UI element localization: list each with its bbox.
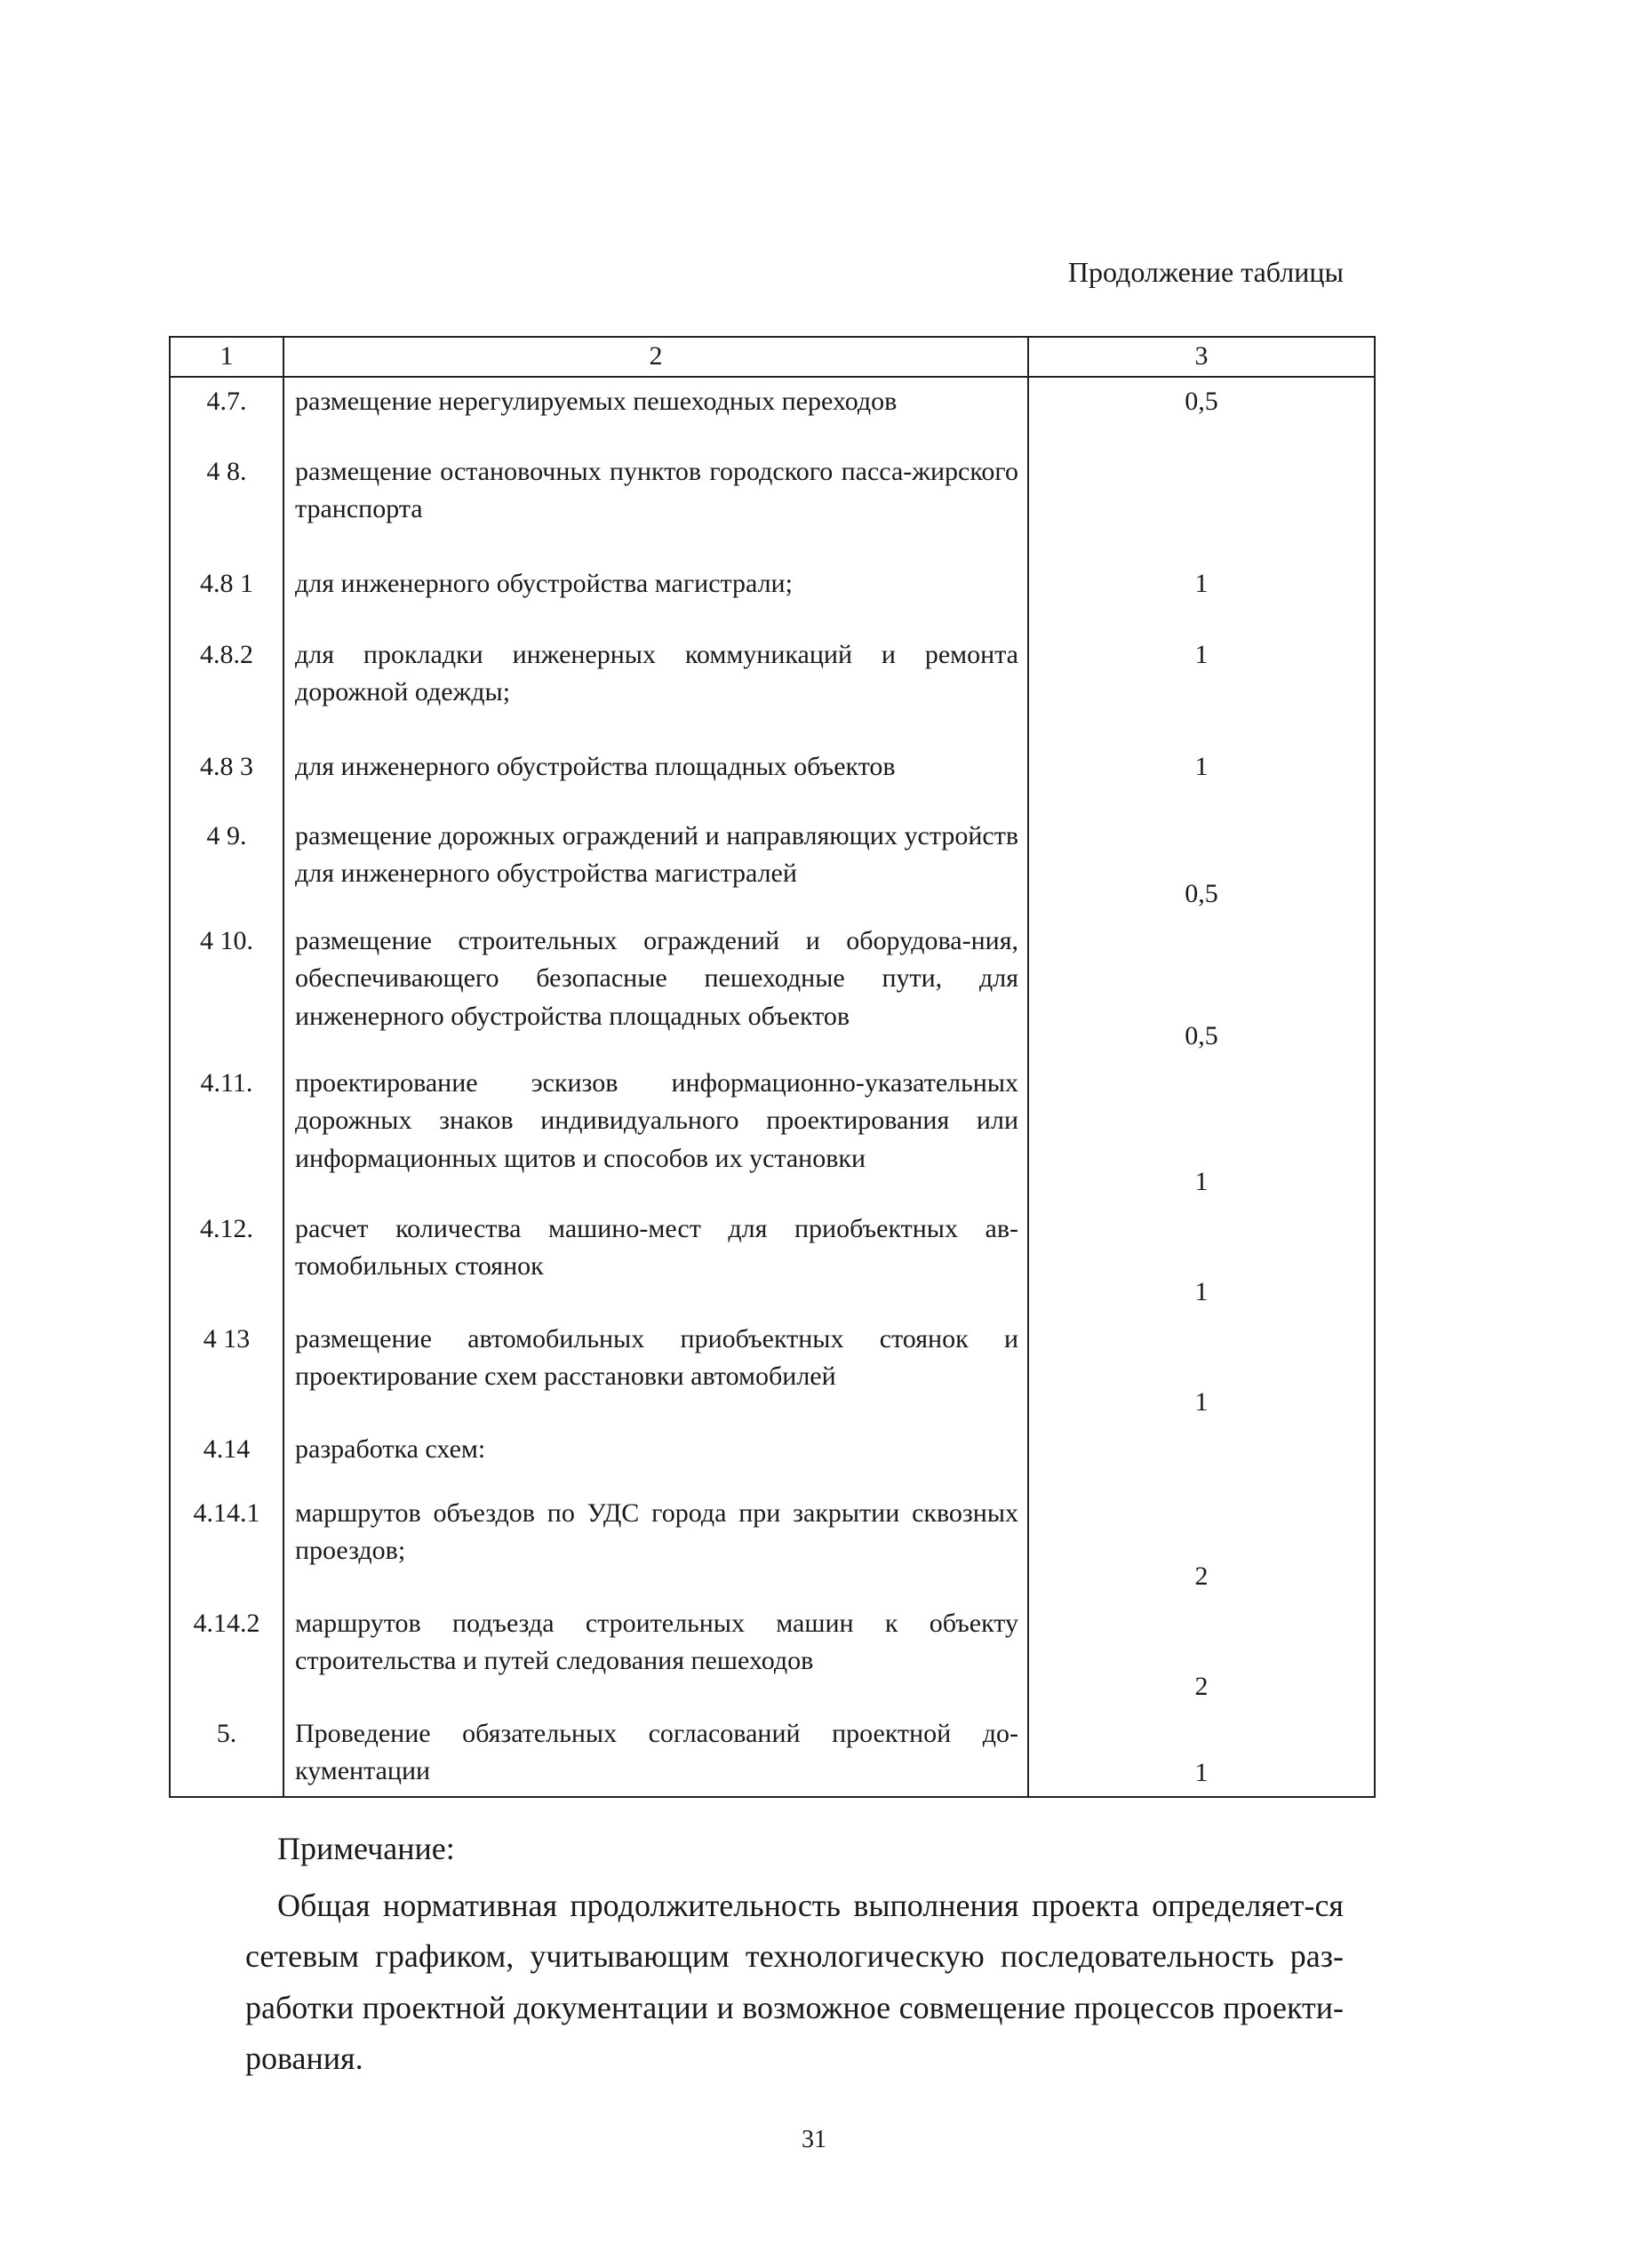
row-value: 1 (1028, 1710, 1375, 1797)
column-header-1: 1 (170, 337, 283, 377)
row-description: размещение нерегулируемых пешеходных переходов (283, 377, 1028, 448)
table-row (170, 448, 1375, 560)
table-row (170, 1489, 1375, 1600)
row-description: для инженерного обустройства магистрали; (283, 560, 1028, 631)
page-number: 31 (802, 2126, 826, 2153)
row-description: проектирование эскизов информационно-указательных дорожных знаков индивидуального проектирования или информационных щитов и способов их установки (283, 1059, 1028, 1205)
table-row (170, 812, 1375, 917)
note-body: Общая нормативная продолжительность выполнения проекта определяет-ся сетевым графиком, учитывающим технологическую последовательность раз-работки проектной документации и возможное совмещение процессов проекти-рования. (245, 1887, 1344, 2077)
row-description: расчет количества машино-мест для приобъектных ав-томобильных стоянок (283, 1205, 1028, 1315)
row-description: размещение остановочных пунктов городского пасса-жирского транспорта (283, 448, 1028, 560)
row-number: 4 8. (170, 448, 283, 560)
row-description: размещение строительных ограждений и оборудова-ния, обеспечивающего безопасные пешеходные пути, для инженерного обустройства площадных объектов (283, 917, 1028, 1059)
row-description: маршрутов объездов по УДС города при закрытии сквозных проездов; (283, 1489, 1028, 1600)
row-number: 4 10. (170, 917, 283, 1059)
table-row (170, 917, 1375, 1059)
row-description: маршрутов подъезда строительных машин к объекту строительства и путей следования пешеходов (283, 1600, 1028, 1710)
table-row (170, 1425, 1375, 1489)
row-value: 1 (1028, 1315, 1375, 1425)
row-value: 1 (1028, 1059, 1375, 1205)
column-header-3: 3 (1028, 337, 1375, 377)
row-description: Проведение обязательных согласований проектной до-кументации (283, 1710, 1028, 1797)
row-number: 4.14.1 (170, 1489, 283, 1600)
row-value: 1 (1028, 631, 1375, 743)
table-row (170, 631, 1375, 743)
table-row (170, 377, 1375, 448)
column-header-2: 2 (283, 337, 1028, 377)
row-number: 4 13 (170, 1315, 283, 1425)
table-row (170, 560, 1375, 631)
row-value (1028, 448, 1375, 560)
row-number: 4.8.2 (170, 631, 283, 743)
table-row (170, 1205, 1375, 1315)
row-value: 2 (1028, 1489, 1375, 1600)
row-number: 4.14.2 (170, 1600, 283, 1710)
table-row (170, 743, 1375, 812)
row-value: 1 (1028, 560, 1375, 631)
row-number: 5. (170, 1710, 283, 1797)
row-description: разработка схем: (283, 1425, 1028, 1489)
row-number: 4.8 1 (170, 560, 283, 631)
row-number: 4.12. (170, 1205, 283, 1315)
row-number: 4.11. (170, 1059, 283, 1205)
row-description: для инженерного обустройства площадных объектов (283, 743, 1028, 812)
row-number: 4.8 3 (170, 743, 283, 812)
table-row (170, 1600, 1375, 1710)
work-items-table (169, 336, 1376, 1798)
row-value: 2 (1028, 1600, 1375, 1710)
table-continuation-label: Продолжение таблицы (1067, 256, 1344, 288)
row-number: 4 9. (170, 812, 283, 917)
row-description: размещение дорожных ограждений и направляющих устройств для инженерного обустройства магистралей (283, 812, 1028, 917)
row-number: 4.14 (170, 1425, 283, 1489)
row-description: размещение автомобильных приобъектных стоянок и проектирование схем расстановки автомобилей (283, 1315, 1028, 1425)
table-header-row (170, 337, 1375, 377)
row-value (1028, 1425, 1375, 1489)
note-title: Примечание: (277, 1831, 455, 1866)
row-value: 0,5 (1028, 917, 1375, 1059)
row-value: 0,5 (1028, 377, 1375, 448)
table-row (170, 1710, 1375, 1797)
row-description: для прокладки инженерных коммуникаций и ремонта дорожной одежды; (283, 631, 1028, 743)
row-value: 1 (1028, 743, 1375, 812)
row-number: 4.7. (170, 377, 283, 448)
row-value: 0,5 (1028, 812, 1375, 917)
table-row (170, 1315, 1375, 1425)
row-value: 1 (1028, 1205, 1375, 1315)
table-row (170, 1059, 1375, 1205)
note-section (245, 1824, 1344, 2085)
